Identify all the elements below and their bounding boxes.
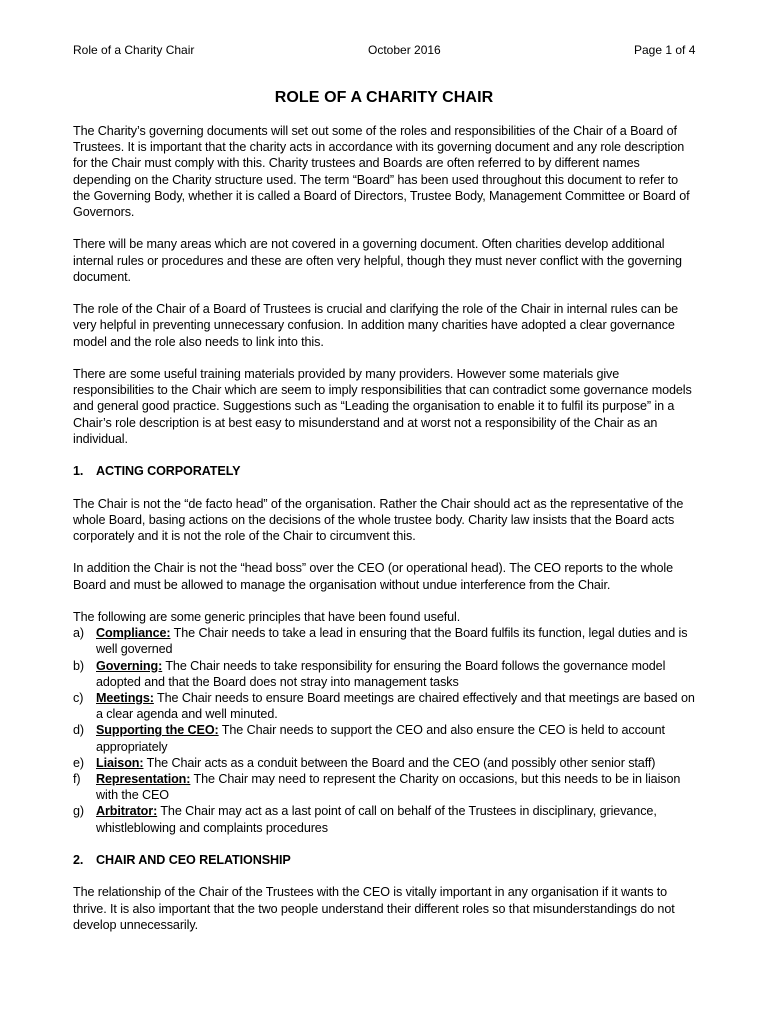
list-marker: c) [73, 691, 84, 705]
page-title: ROLE OF A CHARITY CHAIR [274, 89, 494, 106]
list-item-term: Supporting the CEO: [96, 723, 219, 738]
section-title: ACTING CORPORATELY [96, 464, 241, 479]
list-item [73, 722, 698, 754]
principles-list [73, 625, 698, 836]
list-item [73, 803, 698, 835]
header-date: October 2016 [368, 43, 441, 57]
section-paragraph: The relationship of the Chair of the Trustees with the CEO is vitally important in any organisation if it wants to thrive. It is also important that the two people understand their different roles so that misunderstandings do not develop unnecessarily. [73, 885, 675, 932]
intro-paragraph: There are some useful training materials provided by many providers. However some materials give responsibilities to the Chair which are seem to imply responsibilities that can contradict some governance models and general good practice. Suggestions such as “Leading the organisation to enable it to fulfil its purpose” in a Chair’s role description is at best easy to misunderstand and at worst not a responsibility of the Chair as an individual. [73, 367, 692, 446]
list-item-text: The Chair needs to take a lead in ensuring that the Board fulfils its function, legal duties and is well governed [96, 626, 688, 657]
list-item [73, 755, 698, 771]
section-number: 2. [73, 853, 84, 868]
list-item [73, 625, 698, 657]
list-marker: e) [73, 755, 84, 770]
list-marker: a) [73, 626, 84, 641]
section-heading-chair-ceo-relationship [73, 852, 698, 868]
list-marker: b) [73, 658, 84, 673]
section-title: CHAIR AND CEO RELATIONSHIP [96, 853, 291, 868]
list-item-text: The Chair may act as a last point of call on behalf of the Trustees in disciplinary, grievance, whistleblowing and complaints procedures [96, 804, 657, 835]
list-marker: f) [73, 772, 81, 787]
intro-paragraph: There will be many areas which are not covered in a governing document. Often charities develop additional internal rules or procedures and these are often very helpful, though they must never conflict with the governing document. [73, 237, 682, 284]
header-page-number: Page 1 of 4 [634, 43, 696, 57]
section-heading-acting-corporately [73, 463, 698, 479]
list-marker: d) [73, 723, 84, 738]
list-item-term: Arbitrator: [96, 804, 158, 819]
list-item-text: The Chair may need to represent the Charity on occasions, but this needs to be in liaison with the CEO [96, 772, 681, 803]
intro-paragraph: The Charity’s governing documents will set out some of the roles and responsibilities of the Chair of a Board of Trustees. It is important that the charity acts in accordance with its governing document and any role description for the Chair must comply with this. Charity trustees and Boards are often referred to by different names depending on the Charity structure used. The term “Board” has been used throughout this document to refer to the Governing Body, whether it is called a Board of Directors, Trustee Body, Management Committee or Board of Governors. [73, 124, 690, 220]
list-item-term: Governing: [96, 658, 163, 673]
list-item-text: The Chair needs to ensure Board meetings are chaired effectively and that meetings are based on a clear agenda and well minuted. [96, 691, 695, 722]
list-item-term: Compliance: [96, 626, 171, 641]
list-item-text: The Chair needs to support the CEO and also ensure the CEO is held to account appropriately [96, 723, 665, 754]
list-item-term: Meetings: [96, 691, 154, 705]
list-item [73, 658, 698, 690]
list-item [73, 771, 698, 803]
section-number: 1. [73, 464, 84, 479]
section-paragraph: In addition the Chair is not the “head boss” over the CEO (or operational head). The CEO reports to the whole Board and must be allowed to manage the organisation without undue interference from the Chair. [73, 561, 674, 592]
list-item-term: Liaison: [96, 755, 144, 770]
section-paragraph: The Chair is not the “de facto head” of the organisation. Rather the Chair should act as the representative of the whole Board, basing actions on the decisions of the whole trustee body. Charity law insists that the Board acts corporately and it is not the role of the Chair to circumvent this. [73, 496, 684, 543]
header-document-title: Role of a Charity Chair [73, 43, 195, 57]
list-item-term: Representation: [96, 772, 191, 787]
list-item-text: The Chair needs to take responsibility for ensuring the Board follows the governance model adopted and that the Board does not stray into management tasks [96, 658, 666, 689]
list-item [73, 690, 698, 722]
list-item-text: The Chair acts as a conduit between the Board and the CEO (and possibly other senior staff) [143, 755, 656, 770]
list-marker: g) [73, 804, 84, 819]
list-intro: The following are some generic principles that have been found useful. [73, 609, 461, 624]
intro-paragraph: The role of the Chair of a Board of Trustees is crucial and clarifying the role of the Chair in internal rules can be very helpful in preventing unnecessary confusion. In addition many charities have adopted a clear governance model and the role also needs to link into this. [73, 302, 679, 349]
document-body [73, 123, 698, 949]
